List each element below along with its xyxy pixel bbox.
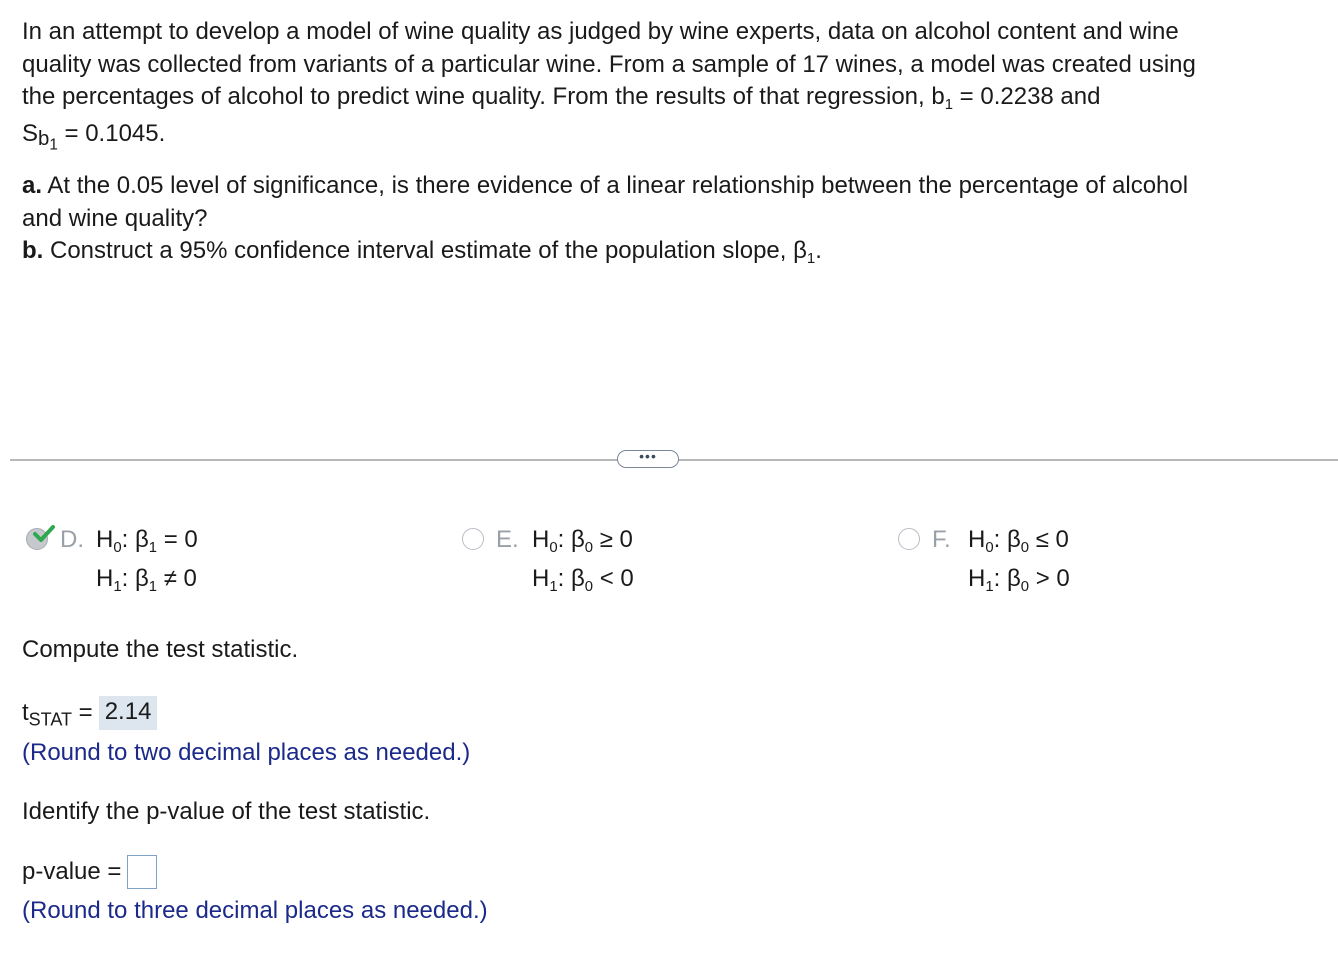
h0-rel: ≤ 0: [1029, 526, 1069, 553]
option-d-h1: [96, 559, 198, 598]
option-f-h0: [968, 520, 1070, 559]
h1-rel: ≠ 0: [157, 565, 197, 592]
h0-beta: : β: [121, 526, 149, 553]
b1-value: = 0.2238 and: [953, 83, 1101, 110]
h0-sub: 0: [113, 540, 122, 557]
sb1-value: = 0.1045.: [57, 119, 166, 147]
option-e[interactable]: [462, 520, 634, 598]
h0-rel: ≥ 0: [593, 526, 633, 553]
tstat-sub: STAT: [28, 709, 73, 730]
tstat-answer[interactable]: 2.14: [99, 696, 158, 730]
option-d-letter: D.: [60, 526, 84, 553]
sb-b: b: [38, 127, 50, 150]
problem-line-1: In an attempt to develop a model of wine quality as judged by wine experts, data on alcohol content and wine: [22, 18, 1179, 45]
pvalue-row: [22, 855, 157, 889]
h0-sub: 0: [549, 540, 558, 557]
problem-line-2: quality was collected from variants of a particular wine. From a sample of 17 wines, a model was created using: [22, 50, 1196, 78]
sb1-symbol: [22, 118, 58, 154]
option-f-h1: [968, 559, 1070, 598]
h1-beta: : β: [993, 565, 1021, 592]
h1-beta-sub: 1: [148, 579, 158, 596]
problem-line-3: [22, 81, 1322, 114]
question-b-label: b.: [22, 237, 44, 264]
h0-beta-sub: 1: [148, 540, 158, 557]
option-d-h0: [96, 520, 198, 559]
problem-line-3-text: the percentages of alcohol to predict wine quality. From the results of that regression, b: [22, 83, 945, 110]
option-e-h1: [532, 559, 634, 598]
b1-subscript: 1: [944, 97, 953, 114]
h0-rel: = 0: [157, 526, 198, 553]
tstat-row: [22, 696, 157, 730]
checkmark-icon: [33, 525, 55, 543]
option-f[interactable]: [898, 520, 1070, 598]
h0-sub: 0: [985, 540, 994, 557]
tstat-label: [22, 699, 93, 730]
question-b-text: Construct a 95% confidence interval estimate of the population slope, β: [43, 237, 807, 264]
question-b: [22, 235, 1322, 268]
h0-beta: : β: [993, 526, 1021, 553]
h1-h: H: [968, 565, 986, 592]
option-e-hypotheses: [532, 520, 634, 598]
pvalue-label: p-value =: [22, 858, 122, 885]
pvalue-rounding-hint: (Round to three decimal places as needed.): [22, 897, 488, 924]
h1-rel: < 0: [593, 565, 634, 592]
h0-h: H: [968, 526, 986, 553]
question-b-end: .: [815, 237, 822, 264]
h0-beta-sub: 0: [584, 540, 594, 557]
h0-beta: : β: [557, 526, 585, 553]
h0-beta-sub: 0: [1020, 540, 1030, 557]
beta1-subscript: 1: [806, 251, 816, 268]
radio-unselected-icon[interactable]: [462, 528, 484, 550]
tstat-rounding-hint: (Round to two decimal places as needed.): [22, 739, 471, 766]
option-e-letter: E.: [496, 526, 519, 553]
problem-statement: [22, 16, 1322, 154]
option-f-hypotheses: [968, 520, 1070, 598]
h1-rel: > 0: [1029, 565, 1070, 592]
option-e-h0: [532, 520, 634, 559]
tstat-equals: =: [72, 699, 93, 726]
question-a: [22, 170, 1322, 203]
question-a-text: At the 0.05 level of significance, is there evidence of a linear relationship between the percentage of alcohol: [42, 172, 1189, 199]
h1-sub: 1: [985, 579, 994, 596]
h1-beta-sub: 0: [1020, 579, 1030, 596]
radio-selected-icon[interactable]: [26, 528, 48, 550]
problem-line-4: [22, 114, 1322, 154]
tstat-t: t: [22, 699, 29, 726]
question-a-label: a.: [22, 172, 43, 199]
option-d[interactable]: [26, 520, 198, 598]
h1-beta: : β: [121, 565, 149, 592]
h1-sub: 1: [113, 579, 122, 596]
option-d-hypotheses: [96, 520, 198, 598]
h1-beta: : β: [557, 565, 585, 592]
compute-instruction: Compute the test statistic.: [22, 636, 299, 663]
h1-h: H: [532, 565, 550, 592]
h0-h: H: [96, 526, 114, 553]
sb-1: 1: [49, 136, 58, 154]
h1-sub: 1: [549, 579, 558, 596]
h1-beta-sub: 0: [584, 579, 594, 596]
h1-h: H: [96, 565, 114, 592]
h0-h: H: [532, 526, 550, 553]
questions: [22, 170, 1322, 268]
option-f-letter: F.: [932, 526, 951, 553]
identify-instruction: Identify the p-value of the test statistic.: [22, 798, 431, 825]
pvalue-input[interactable]: [127, 855, 157, 889]
sb-s: S: [22, 119, 39, 147]
question-a-cont: and wine quality?: [22, 204, 208, 232]
radio-unselected-icon[interactable]: [898, 528, 920, 550]
expand-more-button[interactable]: •••: [617, 450, 679, 468]
